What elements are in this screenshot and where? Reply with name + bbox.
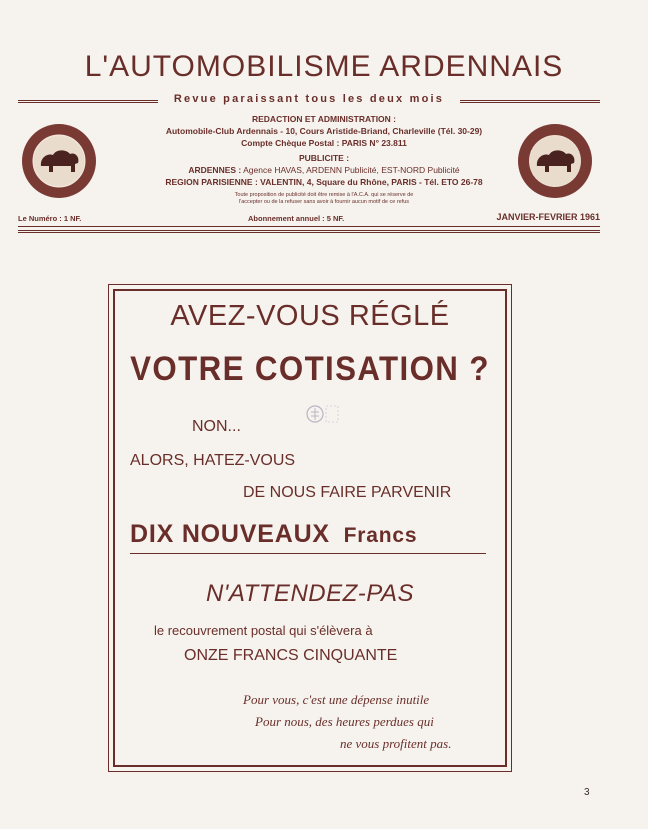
ad-dix-nouveaux-text: DIX NOUVEAUX xyxy=(130,520,330,548)
ad-alors: ALORS, HATEZ-VOUS xyxy=(130,452,296,469)
masthead-rule-2 xyxy=(18,232,600,234)
notice-line-2: l'accepter ou de la refuser sans avoir à fournir aucun motif de ce refus xyxy=(238,199,410,205)
masthead-title: L'AUTOMOBILISME ARDENNAIS xyxy=(84,50,564,83)
abonnement: Abonnement annuel : 5 NF. xyxy=(248,214,345,223)
notice-line-1: Toute proposition de publicité doit être remise à l'A.C.A. qui se réserve de xyxy=(234,192,414,198)
club-address: - 10, Cours Aristide-Briand, Charleville (Tél. 30-29) xyxy=(277,126,483,136)
redaction-heading: REDACTION ET ADMINISTRATION : xyxy=(251,114,397,124)
ad-parvenir: DE NOUS FAIRE PARVENIR xyxy=(243,484,452,501)
ardennes-label: ARDENNES : xyxy=(188,165,242,175)
page-number: 3 xyxy=(584,787,590,798)
region-line xyxy=(118,176,530,188)
header-info xyxy=(118,113,530,206)
ardennes-text: Agence HAVAS, ARDENN Publicité, EST-NORD Publicité xyxy=(241,165,460,175)
ad-non: NON... xyxy=(192,418,241,435)
numero-price: Le Numéro : 1 NF. xyxy=(18,214,82,223)
ad-quote-1: Pour vous, c'est une dépense inutile xyxy=(243,692,430,707)
tagline: Revue paraissant tous les deux mois xyxy=(173,93,445,105)
ad-onze-francs: ONZE FRANCS CINQUANTE xyxy=(184,647,398,664)
cheque-line: Compte Chèque Postal : PARIS N° 23.811 xyxy=(241,138,407,148)
ad-quote-2: Pour nous, des heures perdues qui xyxy=(255,714,434,729)
ad-attendez: N'ATTENDEZ-PAS xyxy=(205,580,415,607)
tagline-row xyxy=(18,93,600,109)
ad-quote-3: ne vous profitent pas. xyxy=(340,736,452,751)
ardennes-line xyxy=(118,164,530,176)
region-text: VALENTIN, 4, Square du Rhône, PARIS - Tél. ETO 26-78 xyxy=(257,177,483,187)
ad-underline xyxy=(130,553,486,554)
region-label: REGION PARISIENNE : xyxy=(165,177,258,187)
ad-francs: Francs xyxy=(343,524,418,547)
club-name: Automobile-Club Ardennais xyxy=(165,126,278,136)
issue-date: JANVIER-FEVRIER 1961 xyxy=(496,212,600,222)
publicite-heading: PUBLICITE : xyxy=(298,153,350,163)
library-stamp xyxy=(302,400,342,430)
ad-headline-1: AVEZ-VOUS RÉGLÉ xyxy=(170,300,450,332)
club-address-line xyxy=(118,125,530,137)
ad-dix-nouveaux xyxy=(130,520,417,549)
right-rule xyxy=(460,100,600,103)
ad-recouvrement: le recouvrement postal qui s'élèvera à xyxy=(154,623,373,638)
masthead-rule-1 xyxy=(18,226,600,231)
club-emblem-left xyxy=(20,122,98,200)
masthead-footer xyxy=(18,212,600,224)
ad-headline-2: VOTRE COTISATION ? xyxy=(130,350,490,388)
